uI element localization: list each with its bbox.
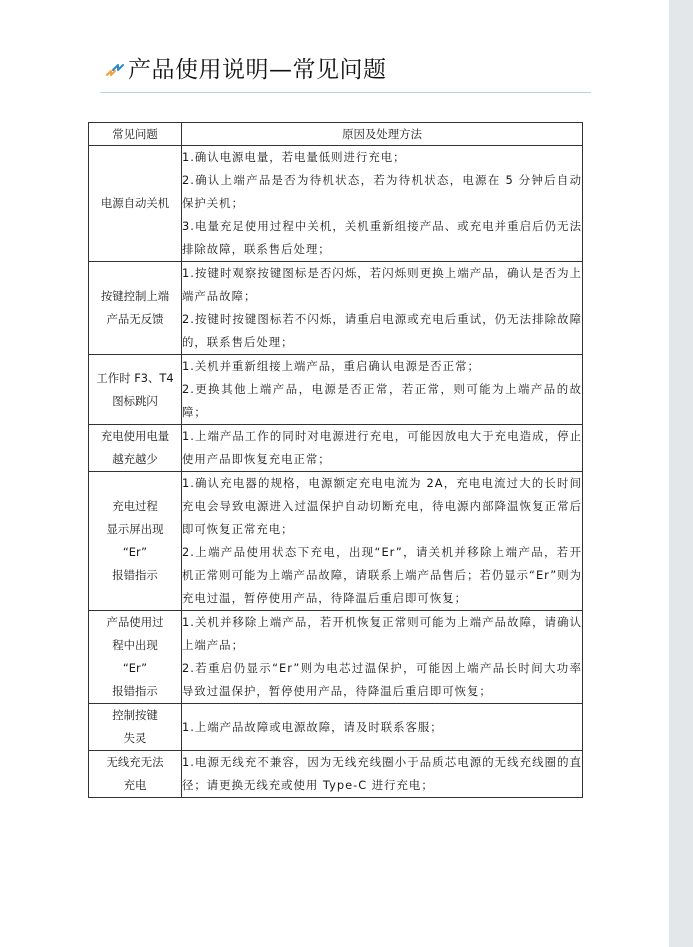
table-header-row: [89, 123, 583, 146]
question-text: 越充越少: [112, 452, 158, 466]
question-text: 程中出现: [112, 638, 158, 652]
question-cell: [89, 355, 182, 425]
table-row: [89, 262, 583, 355]
question-text: 控制按键: [112, 708, 158, 722]
question-text: 充电: [123, 778, 147, 792]
answer-item: 2.上端产品使用状态下充电，出现“Er”，请关机并移除上端产品，若开机正常则可能为上端产品故障，请联系上端产品售后；若仍显示“Er”则为充电过温，暂停使用产品，待降温后重启即可恢复；: [182, 545, 582, 605]
question-text: 产品使用过: [106, 615, 164, 629]
answer-item: 2.按键时按键图标若不闪烁，请重启电源或充电后重试，仍无法排除故障的，联系售后处理；: [182, 312, 582, 349]
table-row: [89, 146, 583, 262]
answer-item: 1.电源无线充不兼容，因为无线充线圈小于品质芯电源的无线充线圈的直径；请更换无线充或使用 Type-C 进行充电；: [182, 755, 582, 792]
answer-item: 2.确认上端产品是否为待机状态，若为待机状态，电源在 5 分钟后自动保护关机；: [182, 173, 582, 210]
lightning-icon: [104, 61, 126, 83]
question-text: 产品无反馈: [106, 312, 164, 326]
question-text: 工作时 F3、T4: [96, 370, 174, 385]
question-text: 无线充无法: [106, 755, 164, 769]
answer-item: 1.确认充电器的规格，电源额定充电电流为 2A，充电电流过大的长时间充电会导致电源进入过温保护自动切断充电，待电源内部降温恢复正常后即可恢复正常充电；: [182, 476, 582, 536]
question-text: “Er”: [122, 545, 148, 559]
answer-cell: [182, 611, 583, 704]
answer-cell: [182, 751, 583, 798]
answer-item: 2.更换其他上端产品，电源是否正常，若正常，则可能为上端产品的故障；: [182, 382, 582, 419]
answer-item: 1.上端产品工作的同时对电源进行充电，可能因放电大于充电造成，停止使用产品即恢复充电正常；: [182, 429, 582, 466]
page-title: 产品使用说明—常见问题: [128, 57, 387, 83]
question-cell: [89, 146, 182, 262]
question-text: 电源自动关机: [100, 196, 170, 210]
answer-cell: [182, 146, 583, 262]
question-cell: [89, 425, 182, 472]
question-cell: [89, 262, 182, 355]
question-text: 报错指示: [112, 568, 158, 582]
answer-cell: [182, 704, 583, 751]
answer-item: 1.确认电源电量，若电量低则进行充电；: [182, 150, 406, 164]
answer-cell: [182, 425, 583, 472]
table-row: [89, 472, 583, 611]
question-cell: [89, 472, 182, 611]
answer-item: 1.上端产品故障或电源故障，请及时联系客服；: [182, 719, 443, 734]
table-row: [89, 611, 583, 704]
table-row: [89, 355, 583, 425]
page-edge-band: [669, 0, 693, 947]
question-text: 图标跳闪: [112, 393, 158, 408]
answer-item: 1.关机并移除上端产品，若开机恢复正常则可能为上端产品故障，请确认上端产品；: [182, 615, 582, 652]
question-text: “Er”: [122, 661, 148, 675]
table-row: [89, 751, 583, 798]
answer-cell: [182, 472, 583, 611]
question-text: 充电使用电量: [100, 429, 170, 443]
answer-item: 2.若重启仍显示“Er”则为电芯过温保护，可能因上端产品长时间大功率导致过温保护，暂停使用产品，待降温后重启即可恢复；: [182, 661, 582, 698]
table-row: [89, 704, 583, 751]
question-text: 显示屏出现: [106, 522, 164, 536]
header-question: 常见问题: [89, 123, 182, 146]
answer-item: 1.按键时观察按键图标是否闪烁，若闪烁则更换上端产品，确认是否为上端产品故障；: [182, 266, 582, 303]
title-row: [100, 52, 591, 93]
question-text: 失灵: [123, 731, 147, 745]
faq-table: [88, 122, 583, 798]
question-text: 充电过程: [112, 499, 158, 513]
question-text: 按键控制上端: [100, 289, 170, 303]
answer-cell: [182, 262, 583, 355]
answer-cell: [182, 355, 583, 425]
question-cell: [89, 704, 182, 751]
table-row: [89, 425, 583, 472]
question-cell: [89, 611, 182, 704]
header-solution: 原因及处理方法: [182, 123, 583, 146]
question-text: 报错指示: [112, 684, 158, 698]
question-cell: [89, 751, 182, 798]
answer-item: 1.关机并重新组接上端产品，重启确认电源是否正常；: [182, 359, 480, 373]
answer-item: 3.电量充足使用过程中关机，关机重新组接产品、或充电并重启后仍无法排除故障，联系售后处理；: [182, 219, 582, 256]
